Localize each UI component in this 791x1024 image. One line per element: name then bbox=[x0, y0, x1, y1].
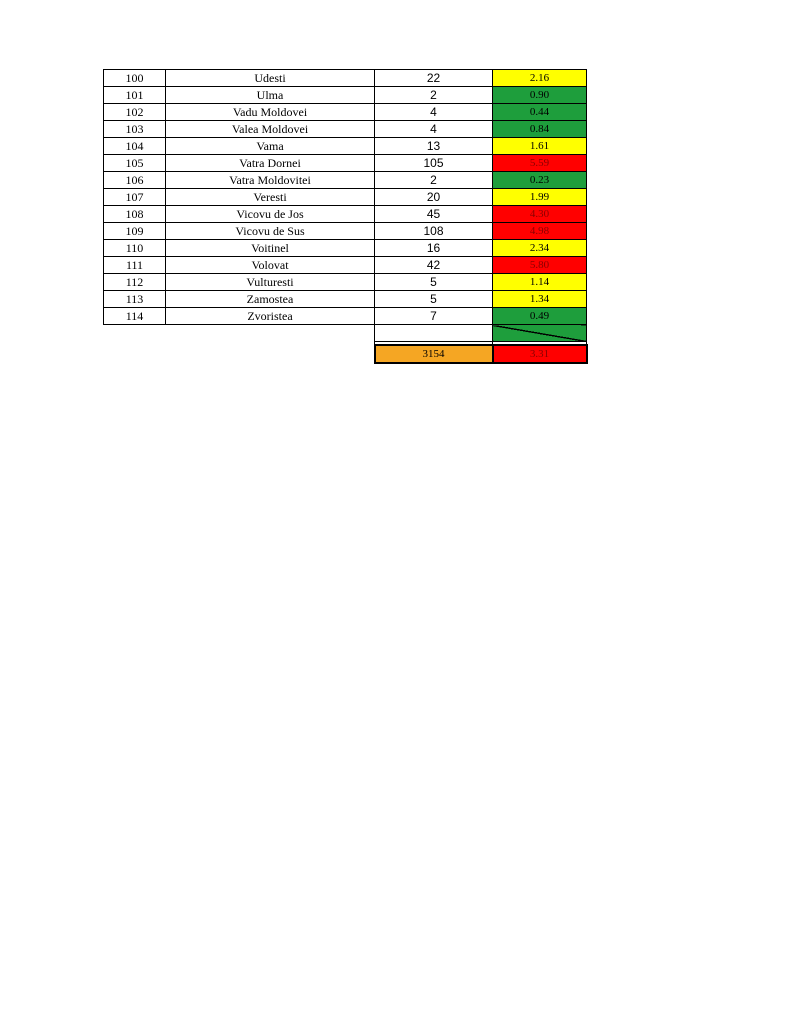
case-count: 13 bbox=[375, 138, 493, 155]
row-number: 112 bbox=[104, 274, 166, 291]
case-count: 22 bbox=[375, 70, 493, 87]
case-count: 45 bbox=[375, 206, 493, 223]
empty-cell bbox=[166, 345, 375, 363]
incidence-rate: 4.98 bbox=[493, 223, 587, 240]
row-number: 101 bbox=[104, 87, 166, 104]
row-number: 102 bbox=[104, 104, 166, 121]
locality-name: Vicovu de Jos bbox=[166, 206, 375, 223]
table-row bbox=[104, 172, 587, 189]
row-number: 113 bbox=[104, 291, 166, 308]
locality-name: Voitinel bbox=[166, 240, 375, 257]
table-row bbox=[104, 206, 587, 223]
empty-row bbox=[104, 325, 587, 342]
incidence-rate: 1.34 bbox=[493, 291, 587, 308]
row-number: 108 bbox=[104, 206, 166, 223]
empty-cell bbox=[104, 345, 166, 363]
incidence-rate: 0.23 bbox=[493, 172, 587, 189]
row-number: 107 bbox=[104, 189, 166, 206]
locality-name: Vatra Moldovitei bbox=[166, 172, 375, 189]
data-table bbox=[103, 69, 588, 364]
locality-name: Vicovu de Sus bbox=[166, 223, 375, 240]
locality-name: Zvoristea bbox=[166, 308, 375, 325]
table-row bbox=[104, 223, 587, 240]
empty-cell bbox=[104, 325, 166, 342]
incidence-rate: 0.84 bbox=[493, 121, 587, 138]
empty-count-cell bbox=[375, 325, 493, 342]
case-count: 2 bbox=[375, 172, 493, 189]
locality-name: Volovat bbox=[166, 257, 375, 274]
table-row bbox=[104, 308, 587, 325]
total-count: 3154 bbox=[375, 345, 493, 363]
case-count: 42 bbox=[375, 257, 493, 274]
case-count: 20 bbox=[375, 189, 493, 206]
locality-name: Vama bbox=[166, 138, 375, 155]
incidence-rate: 5.59 bbox=[493, 155, 587, 172]
case-count: 4 bbox=[375, 104, 493, 121]
table-body bbox=[104, 70, 587, 364]
locality-name: Vulturesti bbox=[166, 274, 375, 291]
incidence-rate: 5.80 bbox=[493, 257, 587, 274]
row-number: 104 bbox=[104, 138, 166, 155]
locality-name: Vatra Dornei bbox=[166, 155, 375, 172]
locality-name: Ulma bbox=[166, 87, 375, 104]
incidence-rate: 1.99 bbox=[493, 189, 587, 206]
table-row bbox=[104, 70, 587, 87]
table-row bbox=[104, 274, 587, 291]
table-row bbox=[104, 291, 587, 308]
locality-name: Vadu Moldovei bbox=[166, 104, 375, 121]
locality-name: Valea Moldovei bbox=[166, 121, 375, 138]
row-number: 114 bbox=[104, 308, 166, 325]
incidence-rate: 0.44 bbox=[493, 104, 587, 121]
row-number: 100 bbox=[104, 70, 166, 87]
incidence-rate: 0.90 bbox=[493, 87, 587, 104]
case-count: 108 bbox=[375, 223, 493, 240]
case-count: 5 bbox=[375, 291, 493, 308]
row-number: 105 bbox=[104, 155, 166, 172]
row-number: 111 bbox=[104, 257, 166, 274]
incidence-rate: 1.61 bbox=[493, 138, 587, 155]
row-number: 109 bbox=[104, 223, 166, 240]
incidence-rate: 1.14 bbox=[493, 274, 587, 291]
case-count: 4 bbox=[375, 121, 493, 138]
diagonal-cell bbox=[493, 325, 587, 342]
row-number: 110 bbox=[104, 240, 166, 257]
table-row bbox=[104, 240, 587, 257]
case-count: 105 bbox=[375, 155, 493, 172]
table-row bbox=[104, 257, 587, 274]
total-row bbox=[104, 345, 587, 363]
incidence-rate: 4.30 bbox=[493, 206, 587, 223]
case-count: 16 bbox=[375, 240, 493, 257]
locality-name: Veresti bbox=[166, 189, 375, 206]
row-number: 106 bbox=[104, 172, 166, 189]
table-row bbox=[104, 87, 587, 104]
empty-cell bbox=[166, 325, 375, 342]
table-row bbox=[104, 104, 587, 121]
case-count: 7 bbox=[375, 308, 493, 325]
case-count: 2 bbox=[375, 87, 493, 104]
case-count: 5 bbox=[375, 274, 493, 291]
table-row bbox=[104, 121, 587, 138]
incidence-rate: 2.16 bbox=[493, 70, 587, 87]
table-row bbox=[104, 138, 587, 155]
incidence-rate: 0.49 bbox=[493, 308, 587, 325]
row-number: 103 bbox=[104, 121, 166, 138]
table-row bbox=[104, 189, 587, 206]
locality-name: Zamostea bbox=[166, 291, 375, 308]
locality-name: Udesti bbox=[166, 70, 375, 87]
total-rate: 3.31 bbox=[493, 345, 587, 363]
table-row bbox=[104, 155, 587, 172]
incidence-rate: 2.34 bbox=[493, 240, 587, 257]
